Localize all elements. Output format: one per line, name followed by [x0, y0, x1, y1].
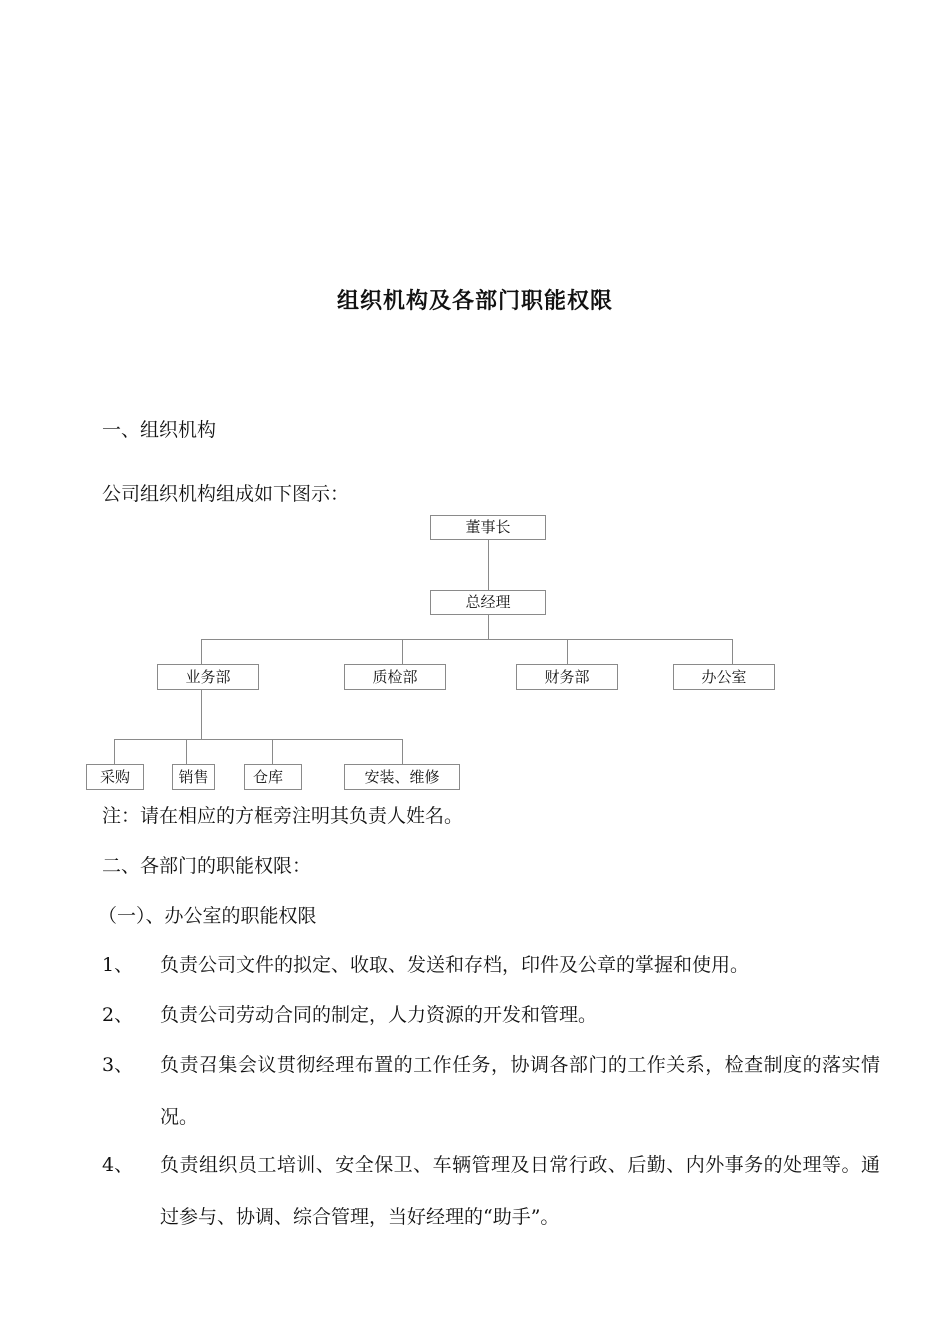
org-box-office: 办公室 [673, 664, 775, 690]
connector-sub-3 [272, 739, 273, 764]
subsection1-heading: （一）、办公室的职能权限 [98, 905, 317, 927]
connector-dept-2 [402, 639, 403, 664]
item-text: 负责公司文件的拟定、收取、发送和存档，印件及公章的掌握和使用。 [160, 954, 750, 976]
connector-dept-3 [567, 639, 568, 664]
org-box-general-manager: 总经理 [430, 590, 546, 615]
item-number: 1、 [102, 954, 134, 976]
connector-dept-4 [732, 639, 733, 664]
section2-heading: 二、各部门的职能权限： [102, 855, 312, 877]
note-text: 注：请在相应的方框旁注明其负责人姓名。 [102, 805, 464, 827]
connector-dept-bus [201, 639, 733, 640]
org-box-install-repair: 安装、维修 [344, 764, 460, 790]
connector-sub-4 [402, 739, 403, 764]
org-box-purchasing: 采购 [86, 764, 144, 790]
connector-dept-1 [201, 639, 202, 664]
org-box-chairman: 董事长 [430, 515, 546, 540]
connector-gm-bus [488, 614, 489, 639]
org-box-quality-dept: 质检部 [344, 664, 446, 690]
connector-chairman-gm [488, 539, 489, 590]
connector-sub-1 [114, 739, 115, 764]
item-number: 2、 [102, 1004, 134, 1026]
section1-heading: 一、组织机构 [102, 419, 217, 441]
item-text: 负责组织员工培训、安全保卫、车辆管理及日常行政、后勤、内外事务的处理等。通过参与、协调、综合管理，当好经理的“助手”。 [160, 1154, 880, 1228]
item-number: 3、 [102, 1054, 134, 1076]
intro-text: 公司组织机构组成如下图示： [102, 483, 350, 505]
item-number: 4、 [102, 1154, 134, 1176]
item-text: 负责召集会议贯彻经理布置的工作任务，协调各部门的工作关系，检查制度的落实情况。 [160, 1054, 880, 1128]
org-box-business-dept: 业务部 [157, 664, 259, 690]
org-box-sales: 销售 [172, 764, 215, 790]
org-box-finance-dept: 财务部 [516, 664, 618, 690]
connector-sub-2 [186, 739, 187, 764]
connector-sub-bus [114, 739, 402, 740]
connector-business-sub [201, 689, 202, 739]
item-text: 负责公司劳动合同的制定，人力资源的开发和管理。 [160, 1004, 598, 1026]
document-title: 组织机构及各部门职能权限 [336, 288, 613, 314]
org-box-warehouse: 仓库 [244, 764, 302, 790]
